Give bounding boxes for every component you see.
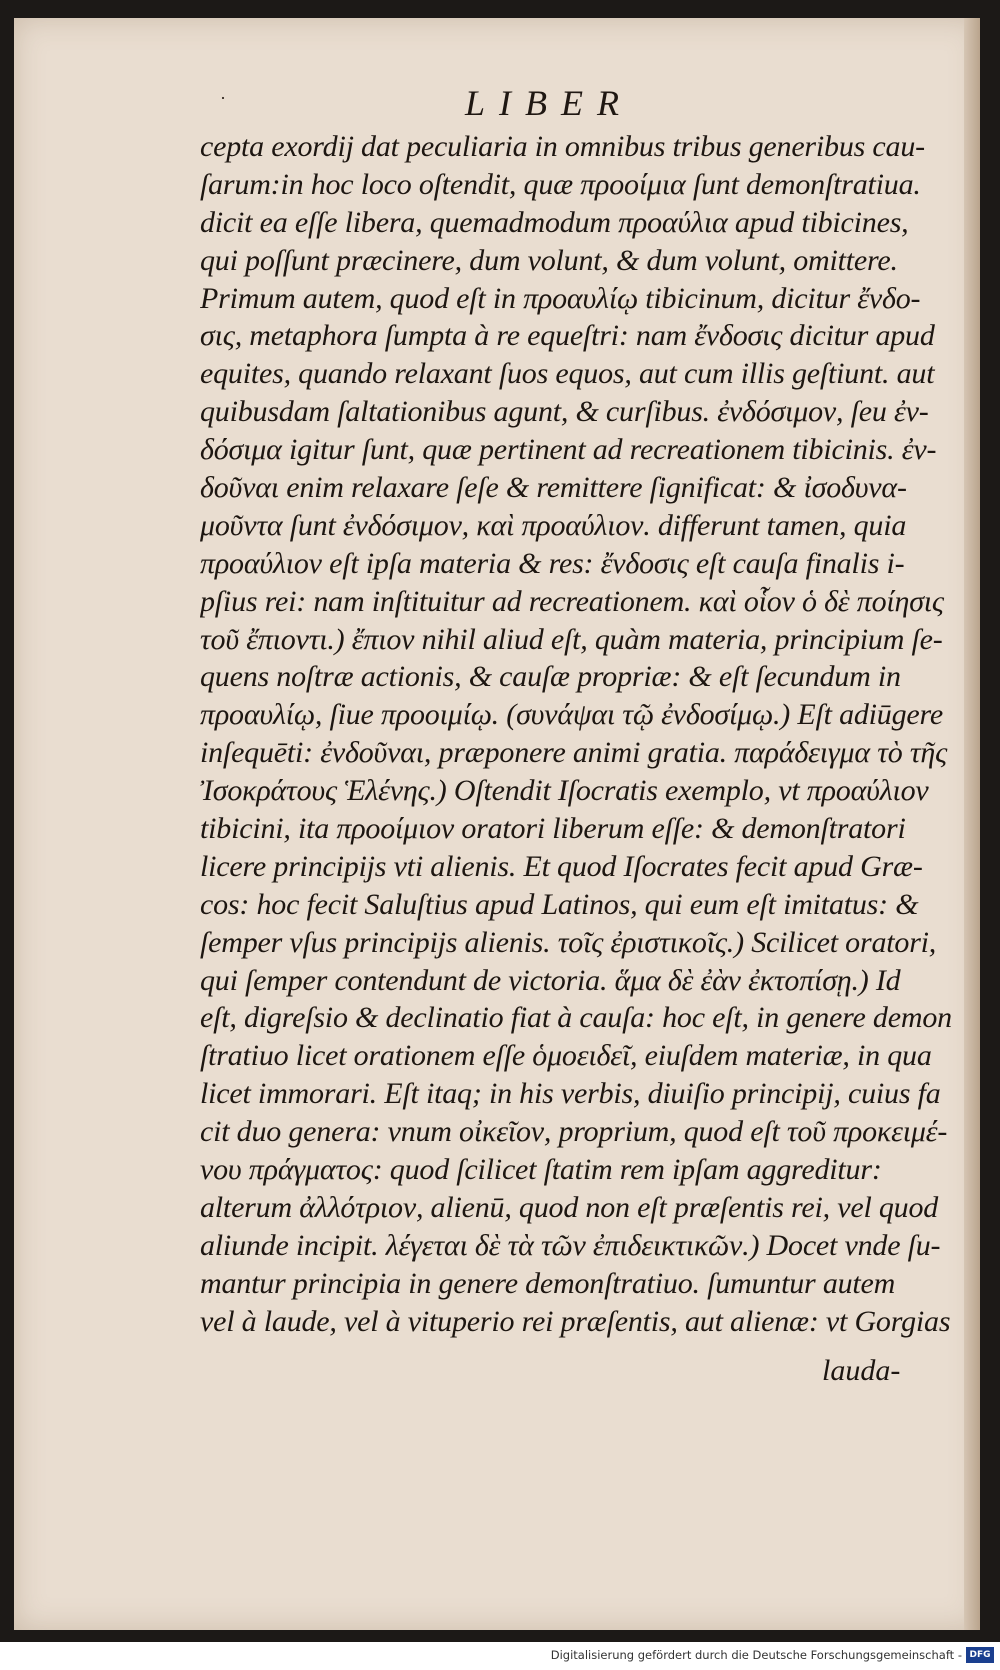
text-line: cit duo genera: vnum οἰκεῖον, proprium, quod eſt τοῦ προκειμέ- [200, 1115, 948, 1149]
text-line: qui poſſunt præcinere, dum volunt, & dum volunt, omittere. [200, 243, 898, 277]
text-line: aliunde incipit. λέγεται δὲ τὰ τῶν ἐπιδεικτικῶν.) Docet vnde ſu- [200, 1228, 941, 1262]
text-line: τοῦ ἔπιοντι.) ἔπιον nihil aliud eſt, quàm materia, principium ſe- [200, 622, 943, 656]
page-mark: · [220, 88, 226, 108]
text-line: quens noſtræ actionis, & cauſæ propriæ: & eſt ſecundum in [200, 660, 901, 694]
digitization-footer [0, 1642, 1000, 1670]
text-line: licere principijs vti alienis. Et quod Iſocrates fecit apud Græ- [200, 849, 923, 883]
text-line: νου πράγματος: quod ſcilicet ſtatim rem ipſam aggreditur: [200, 1153, 882, 1187]
dfg-logo-icon: DFG [966, 1647, 994, 1663]
text-line: alterum ἀλλότριον, alienū, quod non eſt præſentis rei, vel quod [200, 1190, 939, 1224]
text-line: δοῦναι enim relaxare ſeſe & remittere ſignificat: & ἰσοδυνα- [200, 471, 907, 505]
text-line: cos: hoc fecit Saluſtius apud Latinos, qui eum eſt imitatus: & [200, 887, 919, 921]
catchword: lauda- [822, 1354, 901, 1387]
text-line: licet immorari. Eſt itaq; in his verbis, diuiſio principij, cuius fa [200, 1077, 941, 1111]
text-line: Ἰσοκράτους Ἑλένης.) Oſtendit Iſocratis exemplo, vt προαύλιον [200, 774, 929, 808]
text-line: ſtratiuo licet orationem eſſe ὁμοειδεῖ, eiuſdem materiæ, in qua [200, 1039, 932, 1073]
text-line: μοῦντα ſunt ἐνδόσιμον, καὶ προαύλιον. differunt tamen, quia [200, 508, 907, 542]
text-line: προαυλίῳ, ſiue προοιμίῳ. (συνάψαι τῷ ἐνδοσίμῳ.) Eſt adiūgere [200, 698, 943, 732]
text-line: ſemper vſus principijs alienis. τοῖς ἐριστικοῖς.) Scilicet oratori, [200, 925, 937, 959]
text-line: vel à laude, vel à vituperio rei præſentis, aut alienæ: vt Gorgias [200, 1304, 951, 1338]
text-line: σις, metaphora ſumpta à re equeſtri: nam ἔνδοσις dicitur apud [200, 319, 935, 353]
text-line: tibicini, ita προοίμιον oratori liberum eſſe: & demonſtratori [200, 812, 906, 846]
text-line: cepta exordij dat peculiaria in omnibus tribus generibus cau- [200, 130, 925, 163]
text-line: inſequēti: ἐνδοῦναι, præponere animi gratia. παράδειγμα τὸ τῆς [200, 736, 948, 770]
text-line: ſarum:in hoc loco oſtendit, quæ προοίμια ſunt demonſtratiua. [200, 167, 921, 201]
text-line: dicit ea eſſe libera, quemadmodum προαύλια apud tibicines, [200, 205, 909, 239]
text-line: equites, quando relaxant ſuos equos, aut cum illis geſtiunt. aut [200, 357, 935, 391]
text-line: Primum autem, quod eſt in προαυλίῳ tibicinum, dicitur ἔνδο- [200, 281, 921, 315]
text-line: mantur principia in genere demonſtratiuo. ſumuntur autem [200, 1266, 896, 1300]
page-gutter [964, 18, 980, 1630]
text-line: quibusdam ſaltationibus agunt, & curſibus. ἐνδόσιμον, ſeu ἐν- [200, 395, 929, 429]
page-body [200, 128, 952, 1341]
text-line: eſt, digreſsio & declinatio fiat à cauſa: hoc eſt, in genere demon [200, 1001, 952, 1035]
running-head: LIBER [465, 83, 633, 123]
text-line: δόσιμα igitur ſunt, quæ pertinent ad recreationem tibicinis. ἐν- [200, 433, 937, 467]
text-line: προαύλιον eſt ipſa materia & res: ἔνδοσις eſt cauſa finalis i- [200, 546, 905, 580]
text-line: qui ſemper contendunt de victoria. ἅμα δὲ ἐὰν ἐκτοπίσῃ.) Id [200, 963, 901, 997]
text-line: pſius rei: nam inſtituitur ad recreationem. καὶ οἷον ὁ δὲ ποίησις [200, 584, 944, 618]
footer-credit: Digitalisierung gefördert durch die Deutsche Forschungsgemeinschaft - [550, 1648, 962, 1662]
